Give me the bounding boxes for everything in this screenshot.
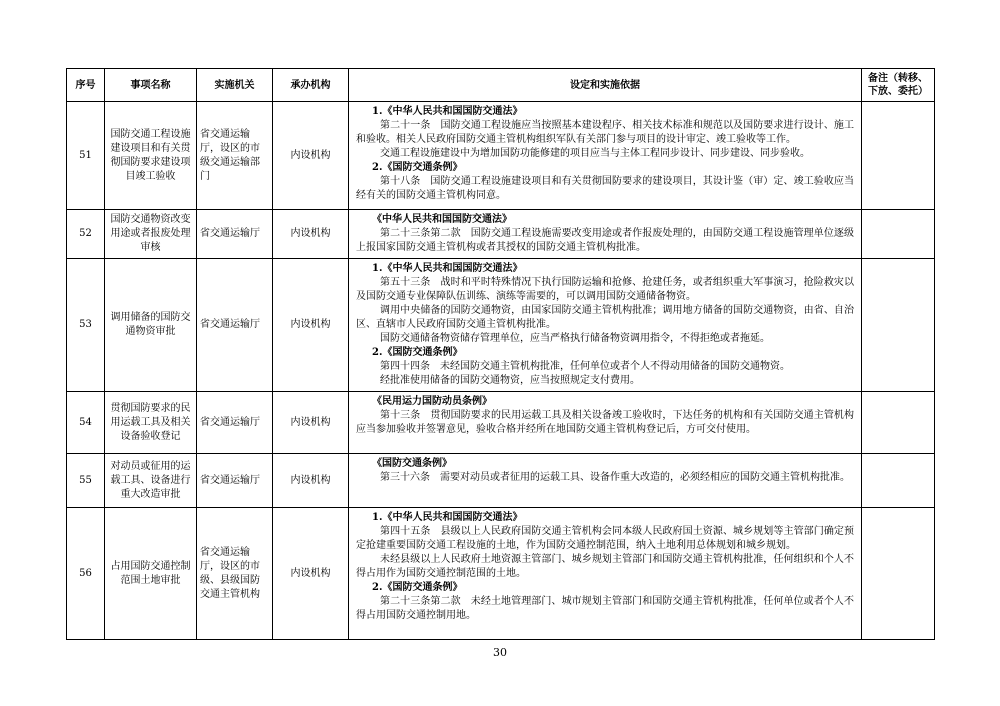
law-clause: 第五十三条 战时和平时特殊情况下执行国防运输和抢修、抢建任务，或者组织重大军事演习，抢险救灾以及国防交通专业保障队伍训练、演练等需要的，可以调用国防交通储备物资。: [356, 277, 854, 302]
basis-cell: [349, 102, 862, 210]
agency-cell: 省交通运输厅: [197, 210, 273, 259]
law-clause: 交通工程设施建设中为增加国防功能修建的项目应当与主体工程同步设计、同步建设、同步验收。: [380, 148, 810, 159]
basis-cell: [349, 210, 862, 259]
law-clause: 第二十三条第二款 国防交通工程设施需要改变用途或者作报废处理的，由国防交通工程设施管理单位逐级上报国家国防交通主管机构或者其授权的国防交通主管机构批准。: [356, 228, 854, 253]
law-clause: 第二十一条 国防交通工程设施应当按照基本建设程序、相关技术标准和规范以及国防要求进行设计、施工和验收。相关人民政府国防交通主管机构组织军队有关部门参与项目的设计审定、竣工验收等工作。: [356, 120, 854, 145]
remark-cell: [862, 259, 935, 392]
seq-cell: 51: [67, 102, 105, 210]
remark-cell: [862, 102, 935, 210]
remark-cell: [862, 508, 935, 640]
law-title: 1.《中华人民共和国国防交通法》: [372, 106, 523, 117]
undertaker-cell: 内设机构: [273, 392, 349, 454]
undertaker-cell: 内设机构: [273, 210, 349, 259]
table-row: [67, 102, 935, 210]
agency-cell: 省交通运输厅，设区的市级交通运输部门: [197, 102, 273, 210]
law-clause: 第四十四条 未经国防交通主管机构批准，任何单位或者个人不得动用储备的国防交通物资。: [380, 361, 790, 372]
law-clause: 第四十五条 县级以上人民政府国防交通主管机构会同本级人民政府国土资源、城乡规划等主管部门确定预定抢建重要国防交通工程设施的土地，作为国防交通控制范围，纳入土地利用总体规划和城乡规划。: [356, 526, 854, 551]
approval-items-table-wrap: [66, 68, 934, 640]
col-header-basis: 设定和实施依据: [349, 69, 862, 102]
law-title: 2.《国防交通条例》: [372, 582, 463, 593]
basis-cell: [349, 454, 862, 508]
undertaker-cell: 内设机构: [273, 508, 349, 640]
law-title: 2.《国防交通条例》: [372, 162, 463, 173]
undertaker-cell: 内设机构: [273, 454, 349, 508]
col-header-agency: 实施机关: [197, 69, 273, 102]
basis-cell: [349, 259, 862, 392]
undertaker-cell: 内设机构: [273, 259, 349, 392]
law-clause: 第二十三条第二款 未经土地管理部门、城市规划主管部门和国防交通主管机构批准，任何单位或者个人不得占用国防交通控制用地。: [356, 596, 854, 621]
agency-cell: 省交通运输厅: [197, 259, 273, 392]
seq-cell: 55: [67, 454, 105, 508]
agency-cell: 省交通运输厅: [197, 392, 273, 454]
law-title: 1.《中华人民共和国国防交通法》: [372, 512, 523, 523]
remark-cell: [862, 392, 935, 454]
law-clause: 第十三条 贯彻国防要求的民用运载工具及相关设备竣工验收时，下达任务的机构和有关国防交通主管机构应当参加验收并签署意见，验收合格并经所在地国防交通主管机构登记后，方可交付使用。: [356, 410, 854, 435]
item-name-cell: 贯彻国防要求的民用运载工具及相关设备验收登记: [105, 392, 197, 454]
item-name-cell: 调用储备的国防交通物资审批: [105, 259, 197, 392]
item-name-cell: 国防交通物资改变用途或者报废处理审核: [105, 210, 197, 259]
agency-cell: 省交通运输厅: [197, 454, 273, 508]
agency-cell: 省交通运输厅，设区的市级、县级国防交通主管机构: [197, 508, 273, 640]
seq-cell: 53: [67, 259, 105, 392]
table-header-row: [67, 69, 935, 102]
table-row: [67, 454, 935, 508]
basis-cell: [349, 508, 862, 640]
seq-cell: 54: [67, 392, 105, 454]
law-clause: 第三十六条 需要对动员或者征用的运载工具、设备作重大改造的，必须经相应的国防交通主管机构批准。: [380, 472, 850, 483]
remark-cell: [862, 210, 935, 259]
law-clause: 调用中央储备的国防交通物资，由国家国防交通主管机构批准；调用地方储备的国防交通物资，由省、自治区、直辖市人民政府国防交通主管机构批准。: [356, 305, 854, 330]
col-header-item-name: 事项名称: [105, 69, 197, 102]
col-header-seq: 序号: [67, 69, 105, 102]
page-number: 30: [493, 646, 507, 659]
law-title: 《民用运力国防动员条例》: [372, 396, 492, 407]
law-clause: 第十八条 国防交通工程设施建设项目和有关贯彻国防要求的建设项目，其设计鉴（审）定、竣工验收应当经有关的国防交通主管机构同意。: [356, 176, 854, 201]
seq-cell: 56: [67, 508, 105, 640]
law-title: 《国防交通条例》: [372, 458, 452, 469]
col-header-undertaker: 承办机构: [273, 69, 349, 102]
item-name-cell: 国防交通工程设施建设项目和有关贯彻国防要求建设项目竣工验收: [105, 102, 197, 210]
table-row: [67, 210, 935, 259]
seq-cell: 52: [67, 210, 105, 259]
law-clause: 未经县级以上人民政府土地资源主管部门、城乡规划主管部门和国防交通主管机构批准，任何组织和个人不得占用作为国防交通控制范围的土地。: [356, 554, 854, 579]
basis-cell: [349, 392, 862, 454]
law-clause: 经批准使用储备的国防交通物资，应当按照规定支付费用。: [380, 375, 640, 386]
table-body: [67, 102, 935, 640]
table-row: [67, 259, 935, 392]
remark-cell: [862, 454, 935, 508]
item-name-cell: 对动员或征用的运载工具、设备进行重大改造审批: [105, 454, 197, 508]
item-name-cell: 占用国防交通控制范围土地审批: [105, 508, 197, 640]
law-title: 2.《国防交通条例》: [372, 347, 463, 358]
table-row: [67, 392, 935, 454]
undertaker-cell: 内设机构: [273, 102, 349, 210]
law-clause: 国防交通储备物资储存管理单位，应当严格执行储备物资调用指令，不得拒绝或者拖延。: [380, 333, 770, 344]
table-row: [67, 508, 935, 640]
col-header-remark: 备注（转移、下放、委托）: [862, 69, 935, 102]
law-title: 《中华人民共和国国防交通法》: [372, 214, 512, 225]
approval-items-table: [66, 68, 935, 640]
law-title: 1.《中华人民共和国国防交通法》: [372, 263, 523, 274]
